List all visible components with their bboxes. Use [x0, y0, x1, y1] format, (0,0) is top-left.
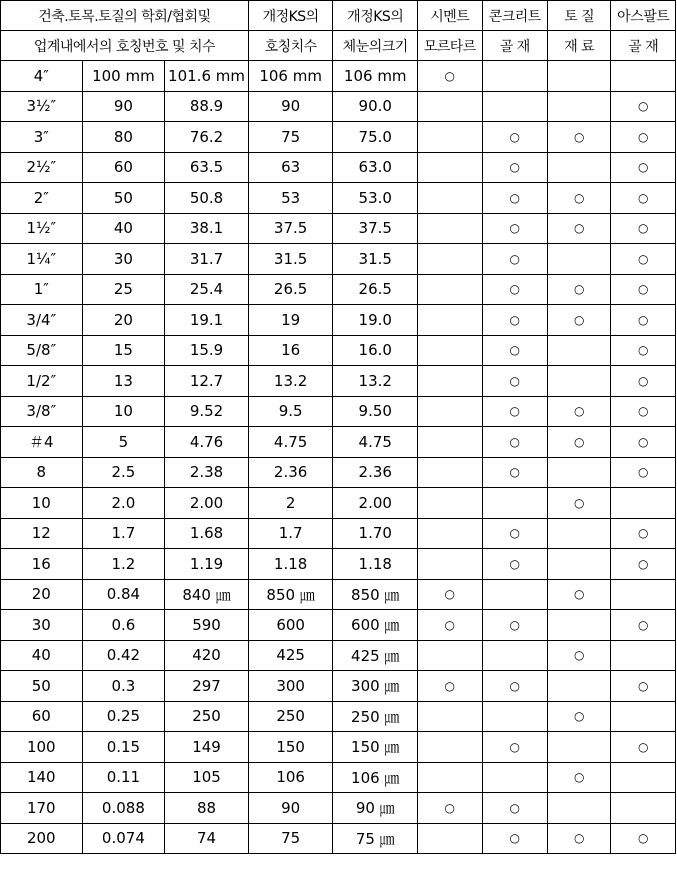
inch-mm-size-cell: 76.2 — [165, 122, 249, 153]
sieve-number-cell: 50 — [1, 671, 83, 702]
sieve-number-cell: 140 — [1, 762, 83, 793]
sieve-number-cell: 170 — [1, 793, 83, 824]
asphalt-aggregate-cell: ○ — [611, 91, 676, 122]
ks-nominal-cell: 16 — [248, 335, 333, 366]
inch-mm-size-cell: 4.76 — [165, 427, 249, 458]
soil-material-cell — [547, 335, 610, 366]
concrete-aggregate-cell: ○ — [482, 427, 547, 458]
soil-material-cell: ○ — [547, 183, 610, 214]
inch-mm-size-cell: 840 ㎛ — [165, 579, 249, 610]
cement-mortar-cell: ○ — [418, 671, 482, 702]
concrete-aggregate-cell: ○ — [482, 732, 547, 763]
asphalt-aggregate-cell — [611, 701, 676, 732]
ks-nominal-cell: 1.7 — [248, 518, 333, 549]
ks-opening-cell: 1.18 — [333, 549, 418, 580]
soil-material-cell: ○ — [547, 488, 610, 519]
ks-opening-cell: 300 ㎛ — [333, 671, 418, 702]
table-row — [1, 213, 676, 244]
ks-opening-cell: 1.70 — [333, 518, 418, 549]
header-cement: 시멘트 — [418, 1, 482, 31]
ks-opening-cell: 13.2 — [333, 366, 418, 397]
soil-material-cell — [547, 671, 610, 702]
cement-mortar-cell — [418, 152, 482, 183]
table-row — [1, 610, 676, 641]
inch-mm-size-cell: 31.7 — [165, 244, 249, 275]
ks-opening-cell: 19.0 — [333, 305, 418, 336]
soil-material-cell — [547, 152, 610, 183]
cement-mortar-cell — [418, 366, 482, 397]
asphalt-aggregate-cell: ○ — [611, 274, 676, 305]
inch-mm-size-cell: 2.38 — [165, 457, 249, 488]
ks-nominal-cell: 850 ㎛ — [248, 579, 333, 610]
table-row — [1, 61, 676, 92]
header-ks-opening-sub: 체눈의크기 — [333, 31, 418, 61]
mm-size-cell: 0.088 — [82, 793, 165, 824]
ks-opening-cell: 63.0 — [333, 152, 418, 183]
ks-opening-cell: 106 ㎛ — [333, 762, 418, 793]
inch-mm-size-cell: 38.1 — [165, 213, 249, 244]
ks-nominal-cell: 1.18 — [248, 549, 333, 580]
table-row — [1, 274, 676, 305]
sieve-number-cell: 40 — [1, 640, 83, 671]
asphalt-aggregate-cell — [611, 640, 676, 671]
cement-mortar-cell — [418, 335, 482, 366]
inch-mm-size-cell: 25.4 — [165, 274, 249, 305]
cement-mortar-cell — [418, 91, 482, 122]
sieve-number-cell: 20 — [1, 579, 83, 610]
asphalt-aggregate-cell — [611, 762, 676, 793]
soil-material-cell — [547, 793, 610, 824]
table-row — [1, 396, 676, 427]
ks-nominal-cell: 4.75 — [248, 427, 333, 458]
soil-material-cell: ○ — [547, 701, 610, 732]
concrete-aggregate-cell: ○ — [482, 396, 547, 427]
ks-nominal-cell: 90 — [248, 91, 333, 122]
mm-size-cell: 80 — [82, 122, 165, 153]
concrete-aggregate-cell — [482, 61, 547, 92]
header-row-1 — [1, 1, 676, 31]
ks-nominal-cell: 13.2 — [248, 366, 333, 397]
inch-mm-size-cell: 590 — [165, 610, 249, 641]
sieve-number-cell: 2″ — [1, 183, 83, 214]
table-row — [1, 91, 676, 122]
ks-nominal-cell: 26.5 — [248, 274, 333, 305]
header-soil: 토 질 — [547, 1, 610, 31]
header-ks-nominal-sub: 호칭치수 — [248, 31, 333, 61]
ks-opening-cell: 106 mm — [333, 61, 418, 92]
ks-opening-cell: 26.5 — [333, 274, 418, 305]
header-soil-sub: 재 료 — [547, 31, 610, 61]
ks-nominal-cell: 250 — [248, 701, 333, 732]
asphalt-aggregate-cell: ○ — [611, 335, 676, 366]
asphalt-aggregate-cell: ○ — [611, 671, 676, 702]
sieve-number-cell: 60 — [1, 701, 83, 732]
concrete-aggregate-cell: ○ — [482, 366, 547, 397]
inch-mm-size-cell: 19.1 — [165, 305, 249, 336]
table-row — [1, 579, 676, 610]
ks-opening-cell: 37.5 — [333, 213, 418, 244]
header-concrete-sub: 골 재 — [482, 31, 547, 61]
sieve-number-cell: 1¼″ — [1, 244, 83, 275]
header-concrete: 콘크리트 — [482, 1, 547, 31]
inch-mm-size-cell: 50.8 — [165, 183, 249, 214]
inch-mm-size-cell: 105 — [165, 762, 249, 793]
sieve-number-cell: 3″ — [1, 122, 83, 153]
soil-material-cell — [547, 244, 610, 275]
cement-mortar-cell — [418, 457, 482, 488]
soil-material-cell: ○ — [547, 396, 610, 427]
sieve-number-cell: 1/2″ — [1, 366, 83, 397]
asphalt-aggregate-cell: ○ — [611, 518, 676, 549]
inch-mm-size-cell: 88 — [165, 793, 249, 824]
sieve-number-cell: 16 — [1, 549, 83, 580]
asphalt-aggregate-cell: ○ — [611, 122, 676, 153]
concrete-aggregate-cell: ○ — [482, 671, 547, 702]
sieve-number-cell: 2½″ — [1, 152, 83, 183]
asphalt-aggregate-cell: ○ — [611, 305, 676, 336]
mm-size-cell: 0.84 — [82, 579, 165, 610]
ks-opening-cell: 425 ㎛ — [333, 640, 418, 671]
cement-mortar-cell — [418, 732, 482, 763]
mm-size-cell: 20 — [82, 305, 165, 336]
inch-mm-size-cell: 1.19 — [165, 549, 249, 580]
cement-mortar-cell: ○ — [418, 579, 482, 610]
ks-opening-cell: 600 ㎛ — [333, 610, 418, 641]
table-row — [1, 305, 676, 336]
ks-nominal-cell: 600 — [248, 610, 333, 641]
mm-size-cell: 0.3 — [82, 671, 165, 702]
ks-nominal-cell: 90 — [248, 793, 333, 824]
asphalt-aggregate-cell — [611, 579, 676, 610]
header-ks-nominal: 개정KS의 — [248, 1, 333, 31]
mm-size-cell: 60 — [82, 152, 165, 183]
soil-material-cell — [547, 518, 610, 549]
concrete-aggregate-cell: ○ — [482, 823, 547, 854]
soil-material-cell — [547, 610, 610, 641]
concrete-aggregate-cell — [482, 91, 547, 122]
cement-mortar-cell — [418, 427, 482, 458]
soil-material-cell: ○ — [547, 213, 610, 244]
inch-mm-size-cell: 1.68 — [165, 518, 249, 549]
inch-mm-size-cell: 15.9 — [165, 335, 249, 366]
ks-opening-cell: 2.00 — [333, 488, 418, 519]
asphalt-aggregate-cell: ○ — [611, 549, 676, 580]
cement-mortar-cell — [418, 701, 482, 732]
mm-size-cell: 100 mm — [82, 61, 165, 92]
mm-size-cell: 0.11 — [82, 762, 165, 793]
sieve-number-cell: 100 — [1, 732, 83, 763]
sieve-number-cell: 12 — [1, 518, 83, 549]
ks-nominal-cell: 75 — [248, 823, 333, 854]
sieve-number-cell: 10 — [1, 488, 83, 519]
table-row — [1, 244, 676, 275]
mm-size-cell: 1.7 — [82, 518, 165, 549]
table-row — [1, 640, 676, 671]
ks-opening-cell: 2.36 — [333, 457, 418, 488]
concrete-aggregate-cell — [482, 701, 547, 732]
table-row — [1, 122, 676, 153]
table-row — [1, 335, 676, 366]
mm-size-cell: 0.25 — [82, 701, 165, 732]
mm-size-cell: 2.0 — [82, 488, 165, 519]
sieve-number-cell: 8 — [1, 457, 83, 488]
ks-opening-cell: 150 ㎛ — [333, 732, 418, 763]
concrete-aggregate-cell: ○ — [482, 122, 547, 153]
mm-size-cell: 50 — [82, 183, 165, 214]
asphalt-aggregate-cell: ○ — [611, 610, 676, 641]
inch-mm-size-cell: 88.9 — [165, 91, 249, 122]
soil-material-cell — [547, 732, 610, 763]
soil-material-cell — [547, 91, 610, 122]
inch-mm-size-cell: 74 — [165, 823, 249, 854]
inch-mm-size-cell: 9.52 — [165, 396, 249, 427]
soil-material-cell: ○ — [547, 762, 610, 793]
concrete-aggregate-cell: ○ — [482, 152, 547, 183]
ks-opening-cell: 16.0 — [333, 335, 418, 366]
mm-size-cell: 1.2 — [82, 549, 165, 580]
table-row — [1, 366, 676, 397]
cement-mortar-cell: ○ — [418, 610, 482, 641]
concrete-aggregate-cell: ○ — [482, 335, 547, 366]
ks-nominal-cell: 9.5 — [248, 396, 333, 427]
cement-mortar-cell — [418, 488, 482, 519]
ks-opening-cell: 4.75 — [333, 427, 418, 458]
concrete-aggregate-cell — [482, 640, 547, 671]
table-row — [1, 518, 676, 549]
mm-size-cell: 25 — [82, 274, 165, 305]
table-row — [1, 793, 676, 824]
ks-nominal-cell: 2.36 — [248, 457, 333, 488]
soil-material-cell — [547, 549, 610, 580]
soil-material-cell: ○ — [547, 427, 610, 458]
cement-mortar-cell — [418, 244, 482, 275]
ks-nominal-cell: 2 — [248, 488, 333, 519]
mm-size-cell: 5 — [82, 427, 165, 458]
table-body — [1, 1, 676, 854]
concrete-aggregate-cell: ○ — [482, 183, 547, 214]
ks-nominal-cell: 37.5 — [248, 213, 333, 244]
soil-material-cell: ○ — [547, 640, 610, 671]
inch-mm-size-cell: 12.7 — [165, 366, 249, 397]
mm-size-cell: 40 — [82, 213, 165, 244]
soil-material-cell — [547, 366, 610, 397]
concrete-aggregate-cell: ○ — [482, 610, 547, 641]
cement-mortar-cell: ○ — [418, 61, 482, 92]
asphalt-aggregate-cell — [611, 488, 676, 519]
asphalt-aggregate-cell: ○ — [611, 457, 676, 488]
table-row — [1, 457, 676, 488]
cement-mortar-cell — [418, 823, 482, 854]
asphalt-aggregate-cell: ○ — [611, 152, 676, 183]
table-row — [1, 732, 676, 763]
asphalt-aggregate-cell: ○ — [611, 366, 676, 397]
soil-material-cell: ○ — [547, 305, 610, 336]
header-designation: 건축.토목.토질의 학회/협회및 — [1, 1, 249, 31]
asphalt-aggregate-cell: ○ — [611, 427, 676, 458]
soil-material-cell: ○ — [547, 823, 610, 854]
concrete-aggregate-cell: ○ — [482, 793, 547, 824]
asphalt-aggregate-cell: ○ — [611, 732, 676, 763]
asphalt-aggregate-cell — [611, 61, 676, 92]
ks-nominal-cell: 53 — [248, 183, 333, 214]
header-asphalt-sub: 골 재 — [611, 31, 676, 61]
sieve-number-cell: 1½″ — [1, 213, 83, 244]
asphalt-aggregate-cell: ○ — [611, 244, 676, 275]
inch-mm-size-cell: 101.6 mm — [165, 61, 249, 92]
ks-nominal-cell: 75 — [248, 122, 333, 153]
sieve-number-cell: ＃4 — [1, 427, 83, 458]
asphalt-aggregate-cell: ○ — [611, 396, 676, 427]
ks-opening-cell: 90 ㎛ — [333, 793, 418, 824]
header-designation-sub: 업계내에서의 호칭번호 및 치수 — [1, 31, 249, 61]
inch-mm-size-cell: 297 — [165, 671, 249, 702]
concrete-aggregate-cell: ○ — [482, 518, 547, 549]
cement-mortar-cell — [418, 518, 482, 549]
asphalt-aggregate-cell: ○ — [611, 213, 676, 244]
table-row — [1, 823, 676, 854]
mm-size-cell: 10 — [82, 396, 165, 427]
concrete-aggregate-cell — [482, 762, 547, 793]
table-row — [1, 427, 676, 458]
sieve-number-cell: 1″ — [1, 274, 83, 305]
mm-size-cell: 15 — [82, 335, 165, 366]
soil-material-cell — [547, 457, 610, 488]
mm-size-cell: 13 — [82, 366, 165, 397]
ks-opening-cell: 75.0 — [333, 122, 418, 153]
header-asphalt: 아스팔트 — [611, 1, 676, 31]
header-ks-opening: 개정KS의 — [333, 1, 418, 31]
cement-mortar-cell — [418, 213, 482, 244]
header-row-2 — [1, 31, 676, 61]
concrete-aggregate-cell — [482, 488, 547, 519]
inch-mm-size-cell: 250 — [165, 701, 249, 732]
ks-nominal-cell: 425 — [248, 640, 333, 671]
concrete-aggregate-cell: ○ — [482, 305, 547, 336]
mm-size-cell: 0.6 — [82, 610, 165, 641]
inch-mm-size-cell: 63.5 — [165, 152, 249, 183]
cement-mortar-cell: ○ — [418, 793, 482, 824]
cement-mortar-cell — [418, 396, 482, 427]
soil-material-cell: ○ — [547, 579, 610, 610]
table-row — [1, 488, 676, 519]
concrete-aggregate-cell: ○ — [482, 213, 547, 244]
cement-mortar-cell — [418, 183, 482, 214]
asphalt-aggregate-cell — [611, 793, 676, 824]
cement-mortar-cell — [418, 305, 482, 336]
soil-material-cell: ○ — [547, 122, 610, 153]
table-row — [1, 152, 676, 183]
concrete-aggregate-cell: ○ — [482, 549, 547, 580]
sieve-number-cell: 5/8″ — [1, 335, 83, 366]
concrete-aggregate-cell: ○ — [482, 457, 547, 488]
ks-nominal-cell: 106 mm — [248, 61, 333, 92]
table-row — [1, 671, 676, 702]
sieve-number-cell: 3/8″ — [1, 396, 83, 427]
mm-size-cell: 90 — [82, 91, 165, 122]
mm-size-cell: 0.42 — [82, 640, 165, 671]
ks-nominal-cell: 19 — [248, 305, 333, 336]
ks-nominal-cell: 300 — [248, 671, 333, 702]
cement-mortar-cell — [418, 762, 482, 793]
ks-nominal-cell: 106 — [248, 762, 333, 793]
mm-size-cell: 0.15 — [82, 732, 165, 763]
inch-mm-size-cell: 2.00 — [165, 488, 249, 519]
mm-size-cell: 30 — [82, 244, 165, 275]
cement-mortar-cell — [418, 640, 482, 671]
cement-mortar-cell — [418, 549, 482, 580]
ks-opening-cell: 31.5 — [333, 244, 418, 275]
concrete-aggregate-cell: ○ — [482, 244, 547, 275]
cement-mortar-cell — [418, 274, 482, 305]
cement-mortar-cell — [418, 122, 482, 153]
table-row — [1, 549, 676, 580]
ks-nominal-cell: 63 — [248, 152, 333, 183]
ks-opening-cell: 9.50 — [333, 396, 418, 427]
soil-material-cell: ○ — [547, 274, 610, 305]
ks-opening-cell: 75 ㎛ — [333, 823, 418, 854]
ks-opening-cell: 90.0 — [333, 91, 418, 122]
soil-material-cell — [547, 61, 610, 92]
ks-opening-cell: 250 ㎛ — [333, 701, 418, 732]
mm-size-cell: 2.5 — [82, 457, 165, 488]
asphalt-aggregate-cell: ○ — [611, 823, 676, 854]
sieve-number-cell: 3½″ — [1, 91, 83, 122]
mm-size-cell: 0.074 — [82, 823, 165, 854]
ks-opening-cell: 850 ㎛ — [333, 579, 418, 610]
sieve-number-cell: 4″ — [1, 61, 83, 92]
table-row — [1, 762, 676, 793]
ks-nominal-cell: 150 — [248, 732, 333, 763]
asphalt-aggregate-cell: ○ — [611, 183, 676, 214]
table-row — [1, 183, 676, 214]
inch-mm-size-cell: 149 — [165, 732, 249, 763]
ks-nominal-cell: 31.5 — [248, 244, 333, 275]
sieve-number-cell: 3/4″ — [1, 305, 83, 336]
ks-opening-cell: 53.0 — [333, 183, 418, 214]
inch-mm-size-cell: 420 — [165, 640, 249, 671]
sieve-number-cell: 30 — [1, 610, 83, 641]
concrete-aggregate-cell: ○ — [482, 274, 547, 305]
concrete-aggregate-cell — [482, 579, 547, 610]
sieve-number-cell: 200 — [1, 823, 83, 854]
header-cement-sub: 모르타르 — [418, 31, 482, 61]
table-row — [1, 701, 676, 732]
